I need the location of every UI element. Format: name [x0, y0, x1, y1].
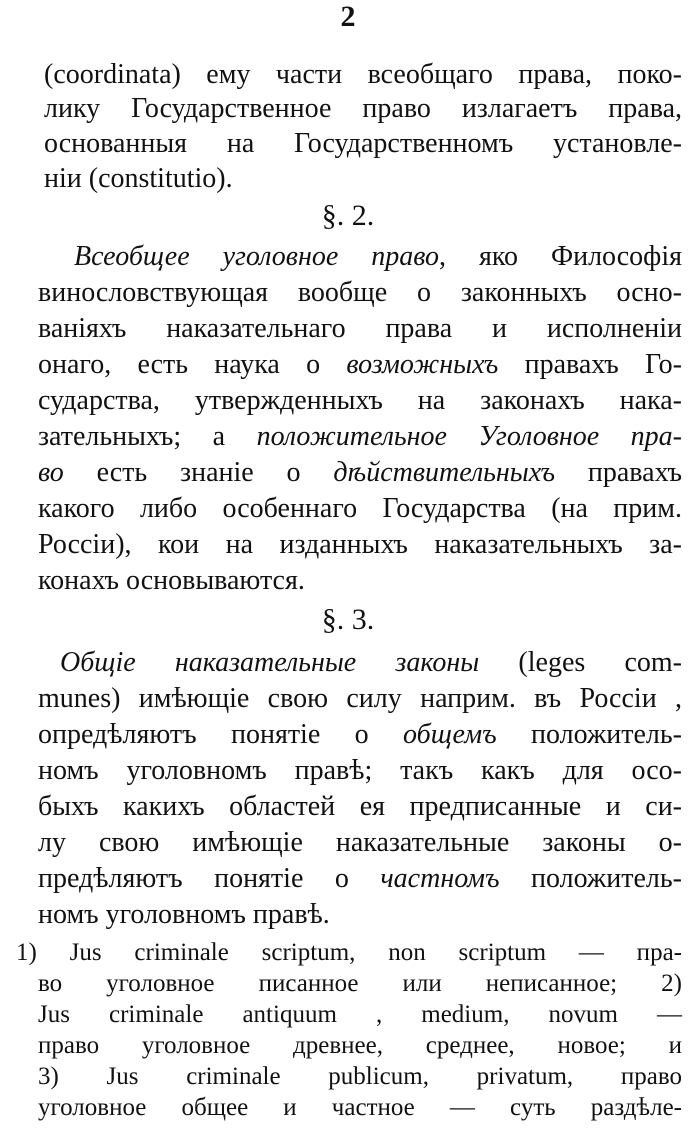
italic-term: частномъ: [380, 863, 500, 894]
footnote-line: 1) Jus criminale scriptum, non scriptum — пра-: [16, 939, 682, 966]
footnote-line: Jus criminale antiquum , medium, novum —: [38, 1001, 682, 1028]
text-line: номъ уголовномъ правѣ.: [38, 899, 330, 930]
text-line: лику Государственное право излагаетъ права,: [44, 93, 682, 124]
footnote-line: право уголовное древнее, среднее, новое; и: [38, 1032, 682, 1059]
text-line: Россіи), кои на изданныхъ наказательныхъ за-: [38, 529, 682, 560]
italic-term: Всеобщее уголовное право: [74, 241, 439, 272]
footnote-line: уголовное общее и частное — суть раздѣле-: [38, 1094, 682, 1121]
italic-term: во: [38, 457, 64, 488]
text-line: [0, 420, 696, 454]
footnote-line: во уголовное писанное или неписанное; 2): [38, 970, 682, 997]
text-line: какого либо особеннаго Государства (на прим.: [38, 493, 682, 524]
italic-term: возможныхъ: [346, 349, 499, 380]
italic-term: Общіе наказательные законы: [60, 647, 480, 678]
text-span: , яко Философія: [439, 241, 682, 272]
section-heading-3: §. 3.: [321, 603, 375, 636]
footnote-line: 3) Jus criminale publicum, privatum, право: [38, 1063, 682, 1090]
italic-term: дѣйствительныхъ: [333, 457, 556, 488]
text-line: ніи (constitutio).: [44, 163, 233, 194]
text-span: есть знаніе о: [63, 457, 334, 488]
text-line: [0, 718, 696, 752]
text-line: ваніяхъ наказательнаго права и исполненіи: [38, 313, 682, 344]
text-span: опредѣляютъ понятіе о: [38, 719, 403, 750]
text-line: [0, 862, 696, 896]
text-line: [0, 456, 696, 490]
text-line: номъ уголовномъ правѣ; такъ какъ для осо-: [38, 755, 682, 786]
text-line: основанныя на Государственномъ установле-: [44, 128, 682, 159]
text-line: [0, 240, 696, 274]
text-span: (leges com-: [479, 647, 682, 678]
text-line: munes) имѣющіе свою силу наприм. въ Россіи ,: [38, 683, 682, 714]
section-heading-2: §. 2.: [321, 199, 375, 232]
text-line: (coordinata) ему части всеобщаго права, поко-: [44, 59, 682, 90]
page-number: 2: [340, 0, 356, 33]
text-span: правахъ: [555, 457, 682, 488]
italic-term: положительное Уголовное пра-: [256, 421, 682, 452]
text-line: винословствующая вообще о законныхъ осно-: [38, 277, 682, 308]
text-line: лу свою имѣющіе наказательные законы о-: [38, 827, 682, 858]
text-line: быхъ какихъ областей ея предписанные и си-: [38, 791, 682, 822]
text-span: онаго, есть наука о: [38, 349, 347, 380]
italic-term: общемъ: [403, 719, 497, 750]
text-span: положитель-: [496, 719, 683, 750]
text-line: конахъ основываются.: [38, 565, 305, 596]
text-line: [0, 646, 696, 680]
text-span: правахъ Го-: [498, 349, 682, 380]
text-span: положитель-: [499, 863, 682, 894]
text-line: сударства, утвержденныхъ на законахъ нака-: [38, 385, 682, 416]
text-line: [0, 348, 696, 382]
text-span: зательныхъ; а: [38, 421, 257, 452]
text-span: предѣляютъ понятіе о: [38, 863, 381, 894]
